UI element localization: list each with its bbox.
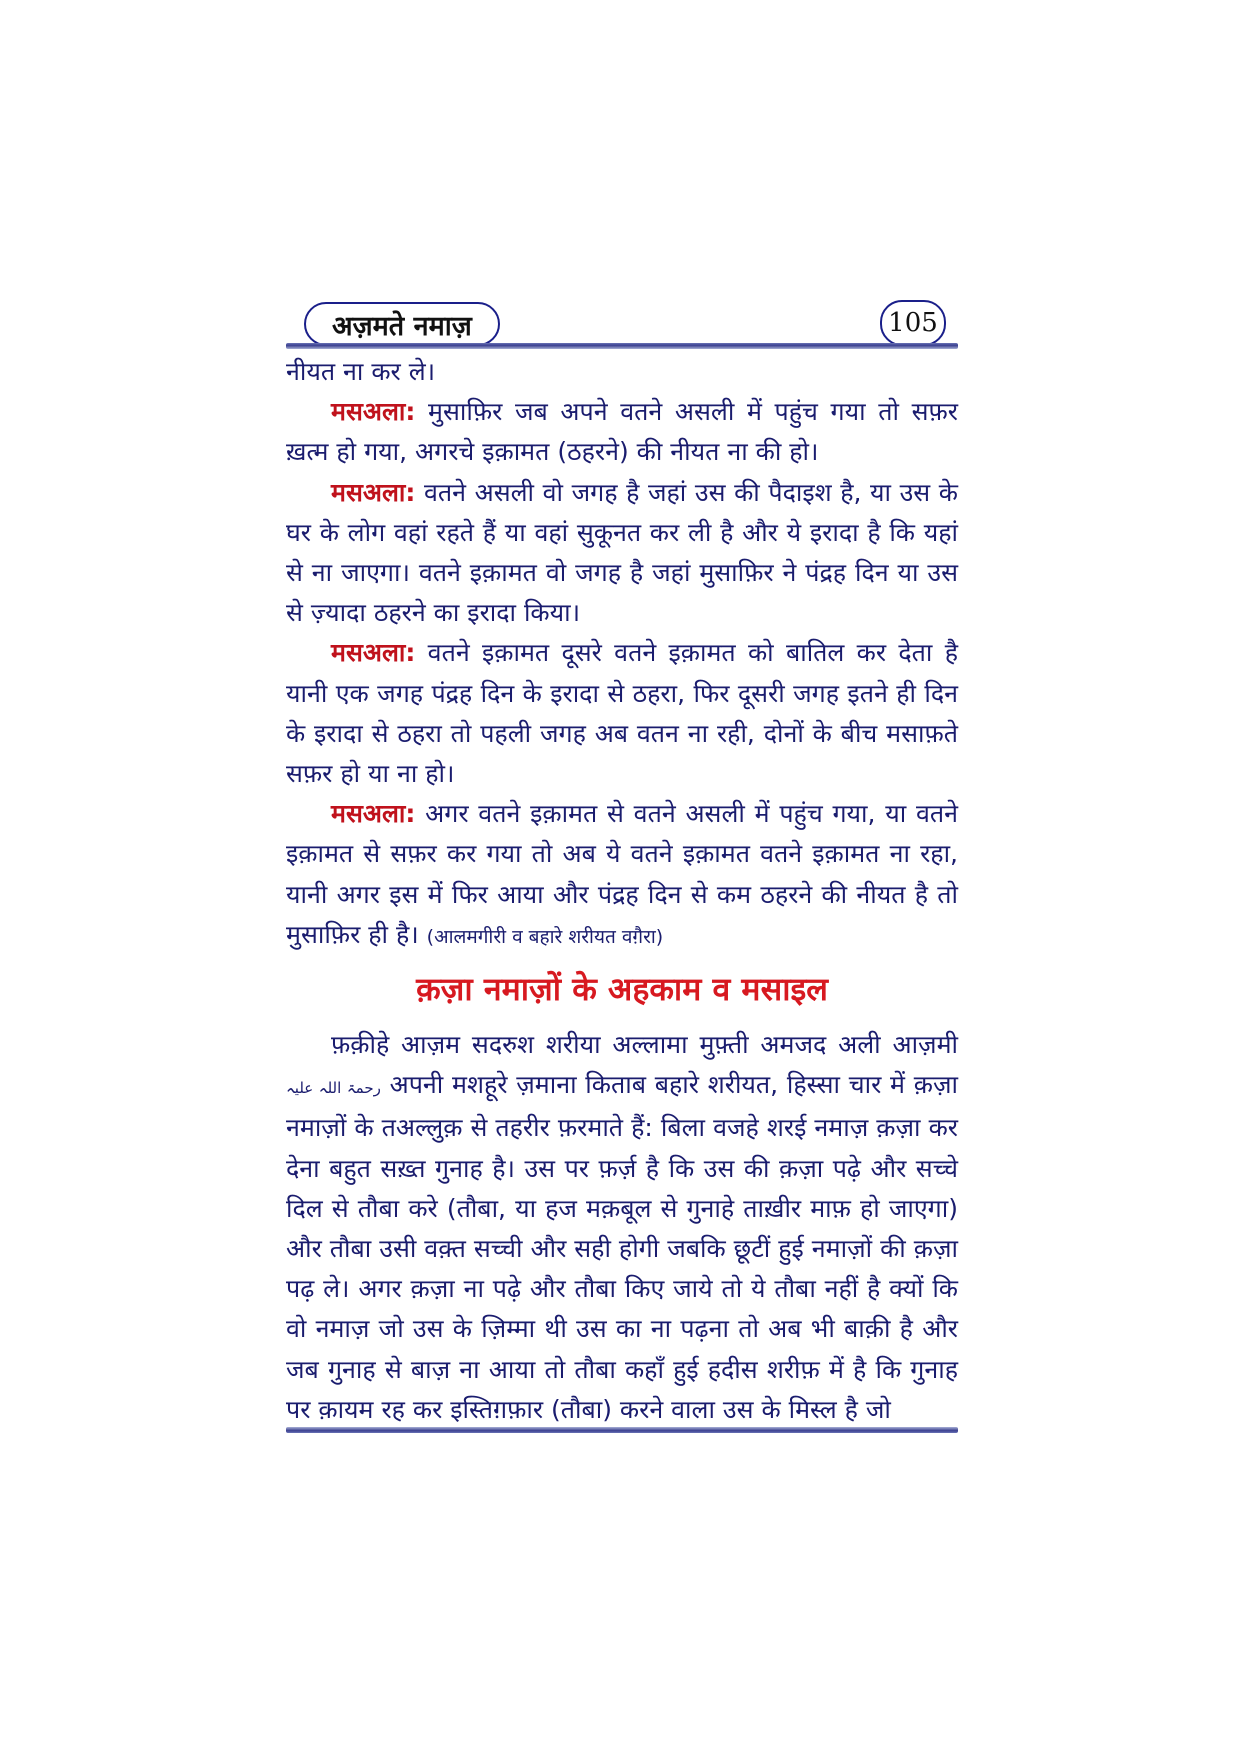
masala-text: अगर वतने इक़ामत से वतने असली में पहुंच गया, या वतने इक़ामत से सफ़र कर गया तो अब ये वतने इक़ामत वतने इक़ामत ना रहा, यानी अगर इस में फिर आया और पंद्रह दिन से कम ठहरने की नीयत है तो मुसाफ़िर ही है। <box>286 799 958 949</box>
masala-term: मसअला: <box>331 799 416 829</box>
masala-text: वतने असली वो जगह है जहां उस की पैदाइश है, या उस के घर के लोग वहां रहते हैं या वहां सुकूनत कर ली है और ये इरादा है कि यहां से ना जाएगा। वतने इक़ामत वो जगह है जहां मुसाफ़िर ने पंद्रह दिन या उस से ज़्यादा ठहरने का इरादा किया। <box>286 477 958 628</box>
masala-term: मसअला: <box>331 397 416 427</box>
masala-paragraph <box>286 392 958 472</box>
footer-rule <box>286 1427 958 1433</box>
masala-term: मसअला: <box>331 477 416 507</box>
page-header <box>286 300 958 348</box>
running-title: अज़मते नमाज़ <box>304 302 500 346</box>
masala-text: मुसाफ़िर जब अपने वतने असली में पहुंच गया तो सफ़र ख़त्म हो गया, अगरचे इक़ामत (ठहरने) की नीयत ना की हो। <box>286 397 958 467</box>
closing-paragraph <box>286 1025 958 1430</box>
masala-term: मसअला: <box>331 638 416 668</box>
section-heading: क़ज़ा नमाज़ों के अहकाम व मसाइल <box>416 970 828 1009</box>
header-rule <box>286 343 958 349</box>
masala-paragraph <box>286 473 958 634</box>
reference-citation: (आलमगीरी व बहारे शरीयत वग़ैरा) <box>426 925 664 948</box>
masala-paragraph <box>286 794 958 957</box>
page-number: 105 <box>880 300 946 346</box>
masala-paragraph <box>286 633 958 794</box>
opening-line: नीयत ना कर ले। <box>286 357 436 386</box>
closing-text-rest: अपनी मशहूरे ज़माना किताब बहारे शरीयत, हिस्सा चार में क़ज़ा नमाज़ों के तअल्लुक़ से तहरीर फ़रमाते हैं: बिला वजहे शरई नमाज़ क़ज़ा कर देना बहुत सख़्त गुनाह है। उस पर फ़र्ज़ है कि उस की क़ज़ा पढ़े और सच्चे दिल से तौबा करे (तौबा, या हज मक़बूल से गुनाहे ताख़ीर माफ़ हो जाएगा) और तौबा उसी वक़्त सच्ची और सही होगी जबकि छूटीं हुई नमाज़ों की क़ज़ा पढ़ ले। अगर क़ज़ा ना पढ़े और तौबा किए जाये तो ये तौबा नहीं है क्यों कि वो नमाज़ जो उस के ज़िम्मा थी उस का ना पढ़ना तो अब भी बाक़ी है और जब गुनाह से बाज़ ना आया तो तौबा कहाँ हुई हदीस शरीफ़ में है कि गुनाह पर क़ायम रह कर इस्तिग़फ़ार (तौबा) करने वाला उस के मिस्ल है जो <box>286 1070 958 1424</box>
closing-text-start: फ़क़ीहे आज़म सदरुश शरीया अल्लामा मुफ़्ती अमजद अली आज़मी <box>331 1030 958 1060</box>
page-body <box>286 352 958 1430</box>
masala-text: वतने इक़ामत दूसरे वतने इक़ामत को बातिल कर देता है यानी एक जगह पंद्रह दिन के इरादा से ठहरा, फिर दूसरी जगह इतने ही दिन के इरादा से ठहरा तो पहली जगह अब वतन ना रही, दोनों के बीच मसाफ़ते सफ़र हो या ना हो। <box>286 638 958 789</box>
honorific-seal: رحمۃ اللہ علیہ <box>286 1079 381 1098</box>
